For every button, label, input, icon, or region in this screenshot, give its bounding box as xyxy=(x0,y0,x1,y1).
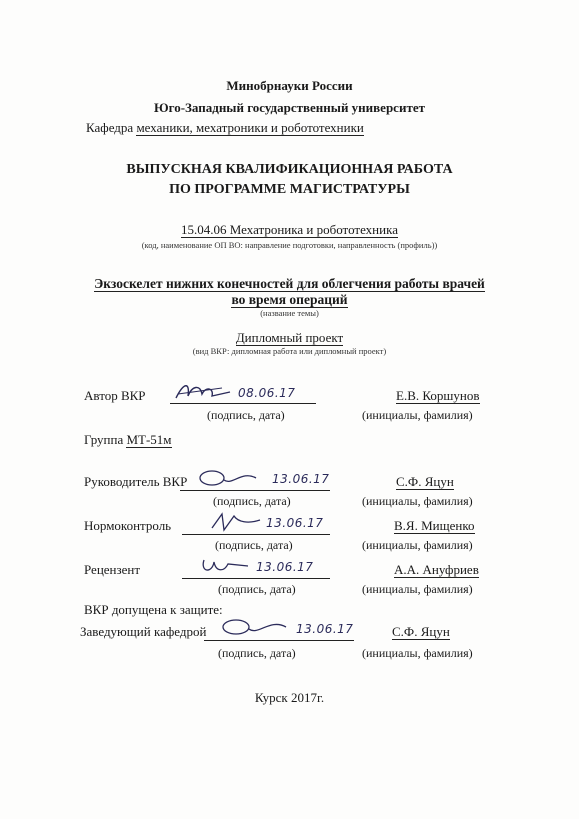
normcontrol-sign-date: 13.06.17 xyxy=(266,516,324,530)
document-title-line2: ПО ПРОГРАММЕ МАГИСТРАТУРЫ xyxy=(169,182,410,197)
program-text: 15.04.06 Мехатроника и робототехника xyxy=(181,222,398,237)
author-sign-date: 08.06.17 xyxy=(238,386,296,400)
department-name: механики, мехатроники и робототехники xyxy=(136,120,364,135)
author-signature xyxy=(172,378,234,404)
head-signature xyxy=(218,614,288,640)
normcontrol-signature-icon xyxy=(208,510,264,534)
work-type-value xyxy=(0,330,579,346)
reviewer-label: Рецензент xyxy=(84,562,141,577)
head-sign-date: 13.06.17 xyxy=(296,622,354,636)
supervisor-signature-icon xyxy=(196,466,258,490)
topic-line2 xyxy=(0,292,579,308)
supervisor-label: Руководитель ВКР xyxy=(84,474,188,489)
group-line xyxy=(84,432,172,448)
work-type-text: Дипломный проект xyxy=(235,330,344,345)
supervisor-name xyxy=(396,474,454,490)
head-sig-caption: (подпись, дата) xyxy=(218,646,296,660)
reviewer-sig-caption: (подпись, дата) xyxy=(218,582,296,596)
head-name xyxy=(392,624,450,640)
ministry-name: Минобрнауки России xyxy=(226,78,353,93)
supervisor-name-caption: (инициалы, фамилия) xyxy=(362,494,473,508)
head-name-text: С.Ф. Яцун xyxy=(392,624,450,639)
normcontrol-name xyxy=(394,518,475,534)
head-signature-line xyxy=(204,640,354,641)
reviewer-signature xyxy=(198,554,252,578)
normcontrol-sig-caption: (подпись, дата) xyxy=(215,538,293,552)
head-signature-icon xyxy=(218,614,288,640)
university-name: Юго-Западный государственный университет xyxy=(154,100,425,115)
normcontrol-name-text: В.Я. Мищенко xyxy=(394,518,475,533)
admitted-label: ВКР допущена к защите: xyxy=(84,602,223,617)
group-label: Группа xyxy=(84,432,124,447)
topic-text-2: во время операций xyxy=(231,292,348,307)
reviewer-name-text: А.А. Ануфриев xyxy=(394,562,479,577)
document-title-line1: ВЫПУСКНАЯ КВАЛИФИКАЦИОННАЯ РАБОТА xyxy=(126,162,453,177)
normcontrol-signature-line xyxy=(182,534,330,535)
author-name-text: Е.В. Коршунов xyxy=(396,388,480,403)
supervisor-sig-caption: (подпись, дата) xyxy=(213,494,291,508)
department-line xyxy=(86,120,364,136)
author-sig-caption: (подпись, дата) xyxy=(207,408,285,422)
head-label: Заведующий кафедрой xyxy=(80,624,207,639)
work-type-caption: (вид ВКР: дипломная работа или дипломный проект) xyxy=(192,346,387,356)
normcontrol-signature xyxy=(208,510,264,534)
city-year: Курск 2017г. xyxy=(254,690,325,705)
program-value xyxy=(0,222,579,238)
supervisor-signature xyxy=(196,466,258,490)
supervisor-name-text: С.Ф. Яцун xyxy=(396,474,454,489)
normcontrol-label: Нормоконтроль xyxy=(84,518,172,533)
author-signature-icon xyxy=(172,378,234,404)
supervisor-sign-date: 13.06.17 xyxy=(272,472,330,486)
author-name xyxy=(396,388,480,404)
department-prefix: Кафедра xyxy=(86,120,134,135)
author-label: Автор ВКР xyxy=(84,388,146,403)
reviewer-name xyxy=(394,562,479,578)
supervisor-signature-line xyxy=(180,490,330,491)
reviewer-signature-icon xyxy=(198,554,252,578)
program-caption: (код, наименование ОП ВО: направление подготовки, направленность (профиль)) xyxy=(141,240,438,250)
reviewer-sign-date: 13.06.17 xyxy=(256,560,314,574)
author-name-caption: (инициалы, фамилия) xyxy=(362,408,473,422)
head-name-caption: (инициалы, фамилия) xyxy=(362,646,473,660)
normcontrol-name-caption: (инициалы, фамилия) xyxy=(362,538,473,552)
topic-caption: (название темы) xyxy=(260,308,319,318)
reviewer-signature-line xyxy=(182,578,330,579)
topic-line1 xyxy=(0,276,579,292)
reviewer-name-caption: (инициалы, фамилия) xyxy=(362,582,473,596)
topic-text-1: Экзоскелет нижних конечностей для облегчения работы врачей xyxy=(94,276,485,291)
group-value: МТ-51м xyxy=(126,432,172,447)
